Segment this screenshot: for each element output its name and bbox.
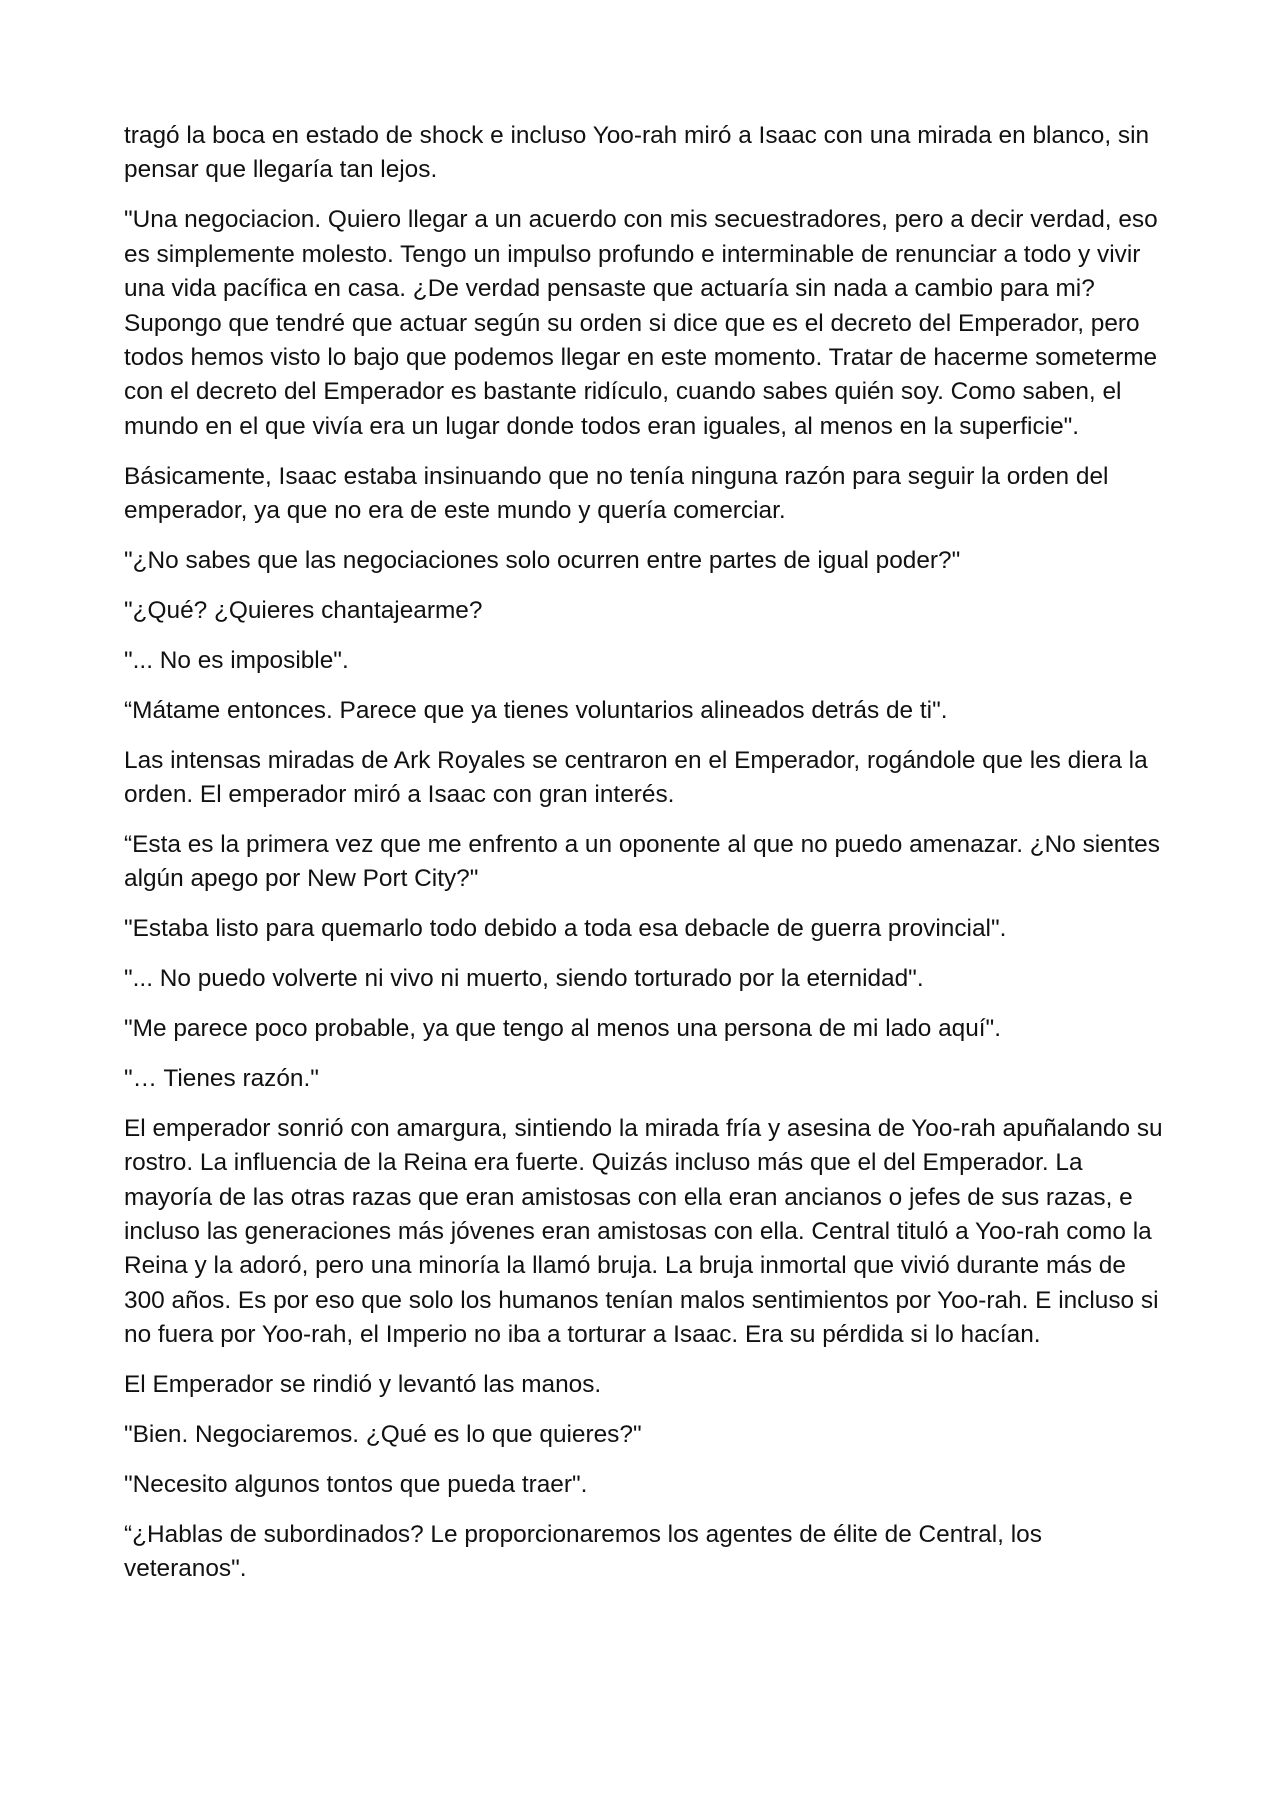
document-body <box>124 119 1170 1602</box>
paragraph: "Bien. Negociaremos. ¿Qué es lo que quieres?" <box>124 1421 642 1449</box>
paragraph: Básicamente, Isaac estaba insinuando que no tenía ninguna razón para seguir la orden del emperador, ya que no era de este mundo y quería comerciar. <box>124 462 1109 525</box>
paragraph: “¿Hablas de subordinados? Le proporcionaremos los agentes de élite de Central, los veteranos". <box>124 1520 1042 1583</box>
paragraph: "Estaba listo para quemarlo todo debido a toda esa debacle de guerra provincial". <box>124 915 1007 943</box>
paragraph: “Esta es la primera vez que me enfrento a un oponente al que no puedo amenazar. ¿No sientes algún apego por New Port City?" <box>124 830 1160 893</box>
paragraph: “Mátame entonces. Parece que ya tienes voluntarios alineados detrás de ti". <box>124 696 948 724</box>
paragraph: tragó la boca en estado de shock e incluso Yoo-rah miró a Isaac con una mirada en blanco, sin pensar que llegaría tan lejos. <box>124 122 1150 184</box>
paragraph: El Emperador se rindió y levantó las manos. <box>124 1371 602 1399</box>
paragraph: El emperador sonrió con amargura, sintiendo la mirada fría y asesina de Yoo-rah apuñalando su rostro. La influencia de la Reina era fuerte. Quizás incluso más que el del Emperador. La mayoría de las otras razas que eran amistosas con ella eran ancianos o jefes de sus razas, e incluso las generaciones más jóvenes eran amistosas con ella. Central tituló a Yoo-rah como la Reina y la adoró, pero una minoría la llamó bruja. La bruja inmortal que vivió durante más de 300 años. Es por eso que solo los humanos tenían malos sentimientos por Yoo-rah. E incluso si no fuera por Yoo-rah, el Imperio no iba a torturar a Isaac. Era su pérdida si lo hacían. <box>124 1114 1163 1349</box>
paragraph: "¿No sabes que las negociaciones solo ocurren entre partes de igual poder?" <box>124 546 961 574</box>
paragraph: "Me parece poco probable, ya que tengo al menos una persona de mi lado aquí". <box>124 1015 1001 1043</box>
paragraph: Las intensas miradas de Ark Royales se centraron en el Emperador, rogándole que les diera la orden. El emperador miró a Isaac con gran interés. <box>124 746 1148 808</box>
paragraph: "Necesito algunos tontos que pueda traer". <box>124 1471 588 1498</box>
paragraph: "... No es imposible". <box>124 646 349 674</box>
paragraph: "... No puedo volverte ni vivo ni muerto, siendo torturado por la eternidad". <box>124 965 924 993</box>
paragraph: "¿Qué? ¿Quieres chantajearme? <box>124 596 483 624</box>
paragraph: "Una negociacion. Quiero llegar a un acuerdo con mis secuestradores, pero a decir verdad, eso es simplemente molesto. Tengo un impulso profundo e interminable de renunciar a todo y vivir una vida pacífica en casa. ¿De verdad pensaste que actuaría sin nada a cambio para mi? Supongo que tendré que actuar según su orden si dice que es el decreto del Emperador, pero todos hemos visto lo bajo que podemos llegar en este momento. Tratar de hacerme someterme con el decreto del Emperador es bastante ridículo, cuando sabes quién soy. Como saben, el mundo en el que vivía era un lugar donde todos eran iguales, al menos en la superficie". <box>124 206 1158 440</box>
paragraph: "… Tienes razón." <box>124 1064 319 1092</box>
